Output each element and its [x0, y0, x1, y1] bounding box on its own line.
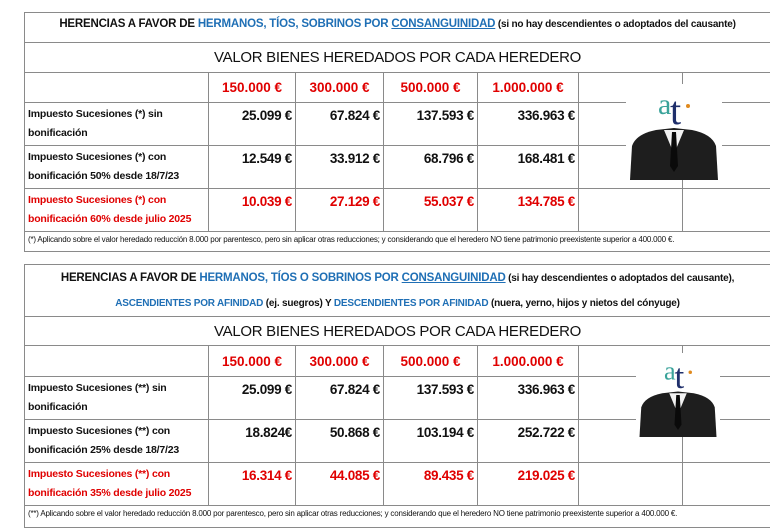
row-label: Impuesto Sucesiones (*) sin bonificación	[25, 103, 209, 146]
cell-value: 137.593 €	[384, 377, 478, 420]
column-header: 500.000 €	[384, 73, 478, 103]
cell-value: 168.481 €	[478, 146, 579, 189]
cell-value: 25.099 €	[209, 103, 296, 146]
column-header: 500.000 €	[384, 346, 478, 377]
cell-value: 12.549 €	[209, 146, 296, 189]
row-label: Impuesto Sucesiones (**) con bonificación 25% desde 18/7/23	[25, 420, 209, 463]
cell-value: 27.129 €	[296, 189, 384, 232]
column-header: 150.000 €	[209, 346, 296, 377]
cell-value: 134.785 €	[478, 189, 579, 232]
footnote: (*) Aplicando sobre el valor heredado reducción 8.000 por parentesco, pero sin aplicar otras reducciones; y considerando que el heredero NO tiene patrimonio preexistente superior a 400.000 €.	[25, 232, 770, 252]
table-subtitle: VALOR BIENES HEREDADOS POR CADA HEREDERO	[25, 43, 770, 73]
cell-value: 336.963 €	[478, 377, 579, 420]
cell-value: 44.085 €	[296, 463, 384, 506]
cell-value: 336.963 €	[478, 103, 579, 146]
cell-value: 10.039 €	[209, 189, 296, 232]
table-row-highlight	[25, 463, 770, 506]
column-header: 150.000 €	[209, 73, 296, 103]
cell-value: 67.824 €	[296, 103, 384, 146]
svg-text:t: t	[674, 357, 685, 396]
table-row-highlight	[25, 189, 770, 232]
cell-value: 137.593 €	[384, 103, 478, 146]
cell-value: 67.824 €	[296, 377, 384, 420]
svg-text:t: t	[670, 88, 682, 133]
column-header: 300.000 €	[296, 346, 384, 377]
cell-value: 89.435 €	[384, 463, 478, 506]
table-subtitle: VALOR BIENES HEREDADOS POR CADA HEREDERO	[25, 317, 770, 346]
column-header: 300.000 €	[296, 73, 384, 103]
row-label: Impuesto Sucesiones (**) sin bonificación	[25, 377, 209, 420]
svg-text:a: a	[664, 356, 676, 386]
cell-value: 18.824€	[209, 420, 296, 463]
cell-value: 16.314 €	[209, 463, 296, 506]
column-header: 1.000.000 €	[478, 73, 579, 103]
cell-value: 33.912 €	[296, 146, 384, 189]
cell-value: 103.194 €	[384, 420, 478, 463]
row-label: Impuesto Sucesiones (*) con bonificación 50% desde 18/7/23	[25, 146, 209, 189]
cell-value: 68.796 €	[384, 146, 478, 189]
svg-text:a: a	[658, 88, 672, 121]
cell-value: 50.868 €	[296, 420, 384, 463]
logo-figure-icon	[626, 84, 722, 180]
logo-figure-icon	[636, 350, 720, 440]
row-label: Impuesto Sucesiones (*) con bonificación 60% desde julio 2025	[25, 189, 209, 232]
table-title: HERENCIAS A FAVOR DE HERMANOS, TÍOS, SOBRINOS POR CONSANGUINIDAD (si no hay descendientes o adoptados del causante)	[25, 13, 770, 43]
cell-value: 252.722 €	[478, 420, 579, 463]
row-label: Impuesto Sucesiones (**) con bonificación 35% desde julio 2025	[25, 463, 209, 506]
table-title: HERENCIAS A FAVOR DE HERMANOS, TÍOS O SOBRINOS POR CONSANGUINIDAD (si hay descendientes o adoptados del causante), ASCENDIENTES POR AFINIDAD (ej. suegros) Y DESCENDIENTES POR AFINIDAD (nuera, yerno, hijos y nietos del cónyuge)	[25, 265, 770, 317]
column-header: 1.000.000 €	[478, 346, 579, 377]
cell-value: 55.037 €	[384, 189, 478, 232]
footnote: (**) Aplicando sobre el valor heredado reducción 8.000 por parentesco, pero sin aplicar otras reducciones; y considerando que el heredero NO tiene patrimonio preexistente superior a 400.000 €.	[25, 506, 770, 528]
cell-value: 219.025 €	[478, 463, 579, 506]
cell-value: 25.099 €	[209, 377, 296, 420]
